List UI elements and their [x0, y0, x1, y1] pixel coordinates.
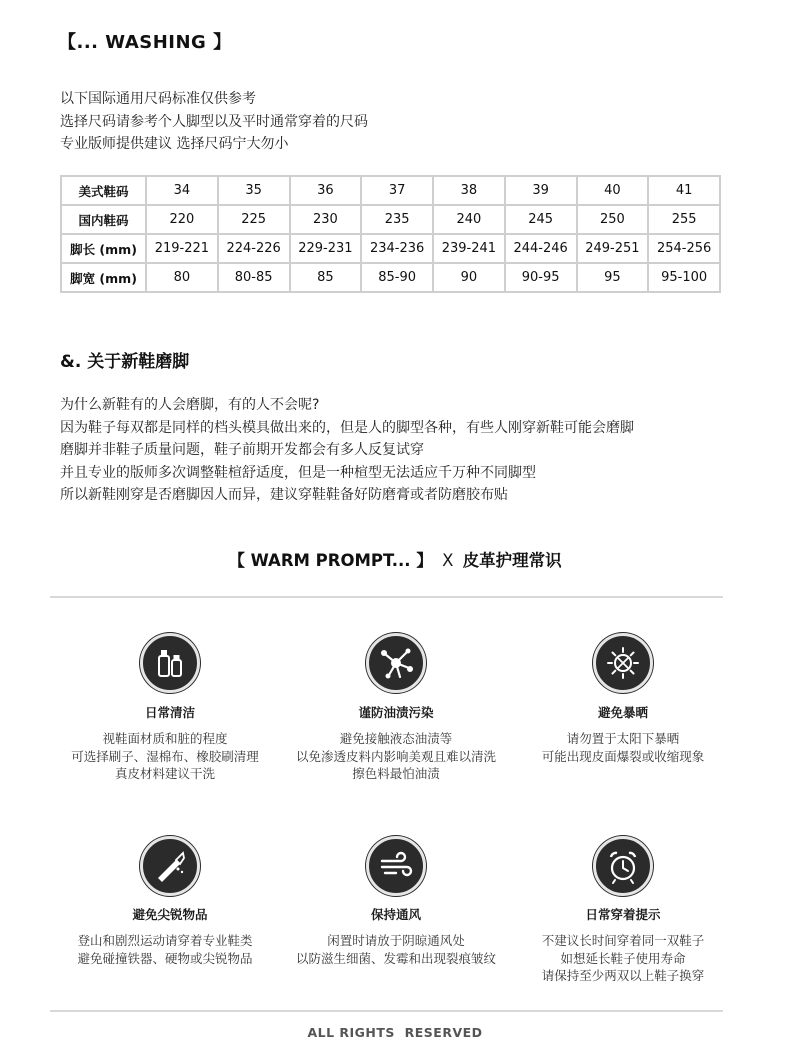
size-cell: 235: [361, 205, 433, 234]
footer-text: ALL RIGHTS RESERVED: [307, 1025, 483, 1040]
size-cell: 234-236: [361, 234, 433, 263]
size-cell: 245: [505, 205, 577, 234]
care-item-text: [498, 932, 748, 985]
size-cell: 40: [577, 176, 649, 205]
size-cell: 41: [648, 176, 720, 205]
care-line: 避免碰撞铁器、硬物或尖锐物品: [77, 950, 253, 966]
washing-intro: [60, 88, 368, 156]
size-table-row: [61, 234, 720, 263]
size-row-label: 美式鞋码: [61, 176, 146, 205]
divider: [50, 596, 723, 598]
size-cell: 95: [577, 263, 649, 292]
size-table-row: [61, 205, 720, 234]
care-line: 以防滋生细菌、发霉和出现裂痕皱纹: [295, 950, 496, 966]
care-item-text: [498, 730, 748, 765]
size-cell: 37: [361, 176, 433, 205]
care-line: 以免渗透皮料内影响美观且难以清洗: [295, 748, 496, 764]
intro-line: 专业版师提供建议 选择尺码宁大勿小: [60, 136, 289, 152]
care-line: 可选择刷子、湿棉布、橡胶刷清理: [71, 748, 259, 764]
paragraph-line: 因为鞋子每双都是同样的档头模具做出来的，但是人的脚型各种，有些人刚穿新鞋可能会磨脚: [60, 419, 634, 436]
care-line: 如想延长鞋子使用寿命: [560, 950, 686, 966]
size-table: [60, 175, 721, 293]
size-cell: 229-231: [290, 234, 362, 263]
sun-icon: [593, 633, 653, 693]
oil-stain-icon: [366, 633, 426, 693]
size-cell: 85: [290, 263, 362, 292]
size-cell: 80-85: [218, 263, 290, 292]
size-row-label: 脚宽 (mm): [61, 263, 146, 292]
size-cell: 220: [146, 205, 218, 234]
size-cell: 85-90: [361, 263, 433, 292]
wind-icon: [366, 836, 426, 896]
washing-title: 【... WASHING 】: [58, 32, 232, 53]
care-line: 登山和剧烈运动请穿着专业鞋类: [77, 933, 253, 948]
size-cell: 230: [290, 205, 362, 234]
care-item-title: 保持通风: [370, 907, 421, 922]
size-row-label: 脚长 (mm): [61, 234, 146, 263]
size-cell: 219-221: [146, 234, 218, 263]
size-cell: 224-226: [218, 234, 290, 263]
care-heading-x: X: [442, 551, 454, 570]
size-cell: 239-241: [433, 234, 505, 263]
size-cell: 90-95: [505, 263, 577, 292]
size-row-label: 国内鞋码: [61, 205, 146, 234]
care-line: 视鞋面材质和脏的程度: [102, 731, 228, 746]
size-cell: 95-100: [648, 263, 720, 292]
care-heading-left: 【 WARM PROMPT... 】: [228, 551, 433, 570]
size-cell: 240: [433, 205, 505, 234]
care-line: 真皮材料建议干洗: [114, 766, 215, 781]
intro-line: 选择尺码请参考个人脚型以及平时通常穿着的尺码: [60, 113, 368, 130]
paragraph-line: 并且专业的版师多次调整鞋楦舒适度，但是一种楦型无法适应千万种不同脚型: [60, 464, 536, 481]
paragraph-line: 为什么新鞋有的人会磨脚，有的人不会呢?: [60, 397, 320, 413]
care-line: 闲置时请放于阴晾通风处: [327, 933, 465, 948]
size-table-row: [61, 263, 720, 292]
care-item-title: 避免暴晒: [597, 705, 648, 720]
size-cell: 90: [433, 263, 505, 292]
care-item-text: [40, 932, 290, 967]
size-cell: 36: [290, 176, 362, 205]
size-cell: 250: [577, 205, 649, 234]
size-cell: 39: [505, 176, 577, 205]
size-cell: 244-246: [505, 234, 577, 263]
size-cell: 249-251: [577, 234, 649, 263]
intro-line: 以下国际通用尺码标准仅供参考: [60, 91, 256, 107]
care-item-text: [271, 932, 521, 967]
size-cell: 225: [218, 205, 290, 234]
new-shoes-text: [60, 394, 740, 507]
sharp-object-icon: [140, 836, 200, 896]
alarm-clock-icon: [593, 836, 653, 896]
care-line: 请勿置于太阳下暴晒: [566, 731, 680, 746]
care-item-title: 谨防油渍污染: [358, 705, 434, 720]
paragraph-line: 磨脚并非鞋子质量问题，鞋子前期开发都会有多人反复试穿: [60, 442, 424, 458]
footer-divider: [50, 1010, 723, 1012]
care-item-title: 日常穿着提示: [585, 907, 661, 922]
cleaning-bottles-icon: [140, 633, 200, 693]
size-cell: 255: [648, 205, 720, 234]
care-line: 可能出现皮面爆裂或收缩现象: [541, 748, 705, 764]
care-item-title: 避免尖锐物品: [132, 907, 208, 922]
care-line: 避免接触液态油渍等: [339, 731, 453, 746]
size-cell: 34: [146, 176, 218, 205]
size-table-row: [61, 176, 720, 205]
care-line: 不建议长时间穿着同一双鞋子: [541, 933, 705, 948]
size-cell: 35: [218, 176, 290, 205]
size-cell: 254-256: [648, 234, 720, 263]
care-line: 擦色料最怕油渍: [352, 766, 440, 781]
care-heading-right: 皮革护理常识: [462, 551, 562, 570]
size-cell: 38: [433, 176, 505, 205]
care-heading: [0, 547, 790, 571]
care-item-title: 日常清洁: [144, 705, 195, 720]
size-cell: 80: [146, 263, 218, 292]
new-shoes-title: &. 关于新鞋磨脚: [60, 352, 190, 372]
care-item-text: [271, 730, 521, 783]
paragraph-line: 所以新鞋刚穿是否磨脚因人而异，建议穿鞋鞋备好防磨膏或者防磨胶布贴: [60, 487, 508, 503]
care-item-text: [40, 730, 290, 783]
care-line: 请保持至少两双以上鞋子换穿: [541, 968, 705, 983]
